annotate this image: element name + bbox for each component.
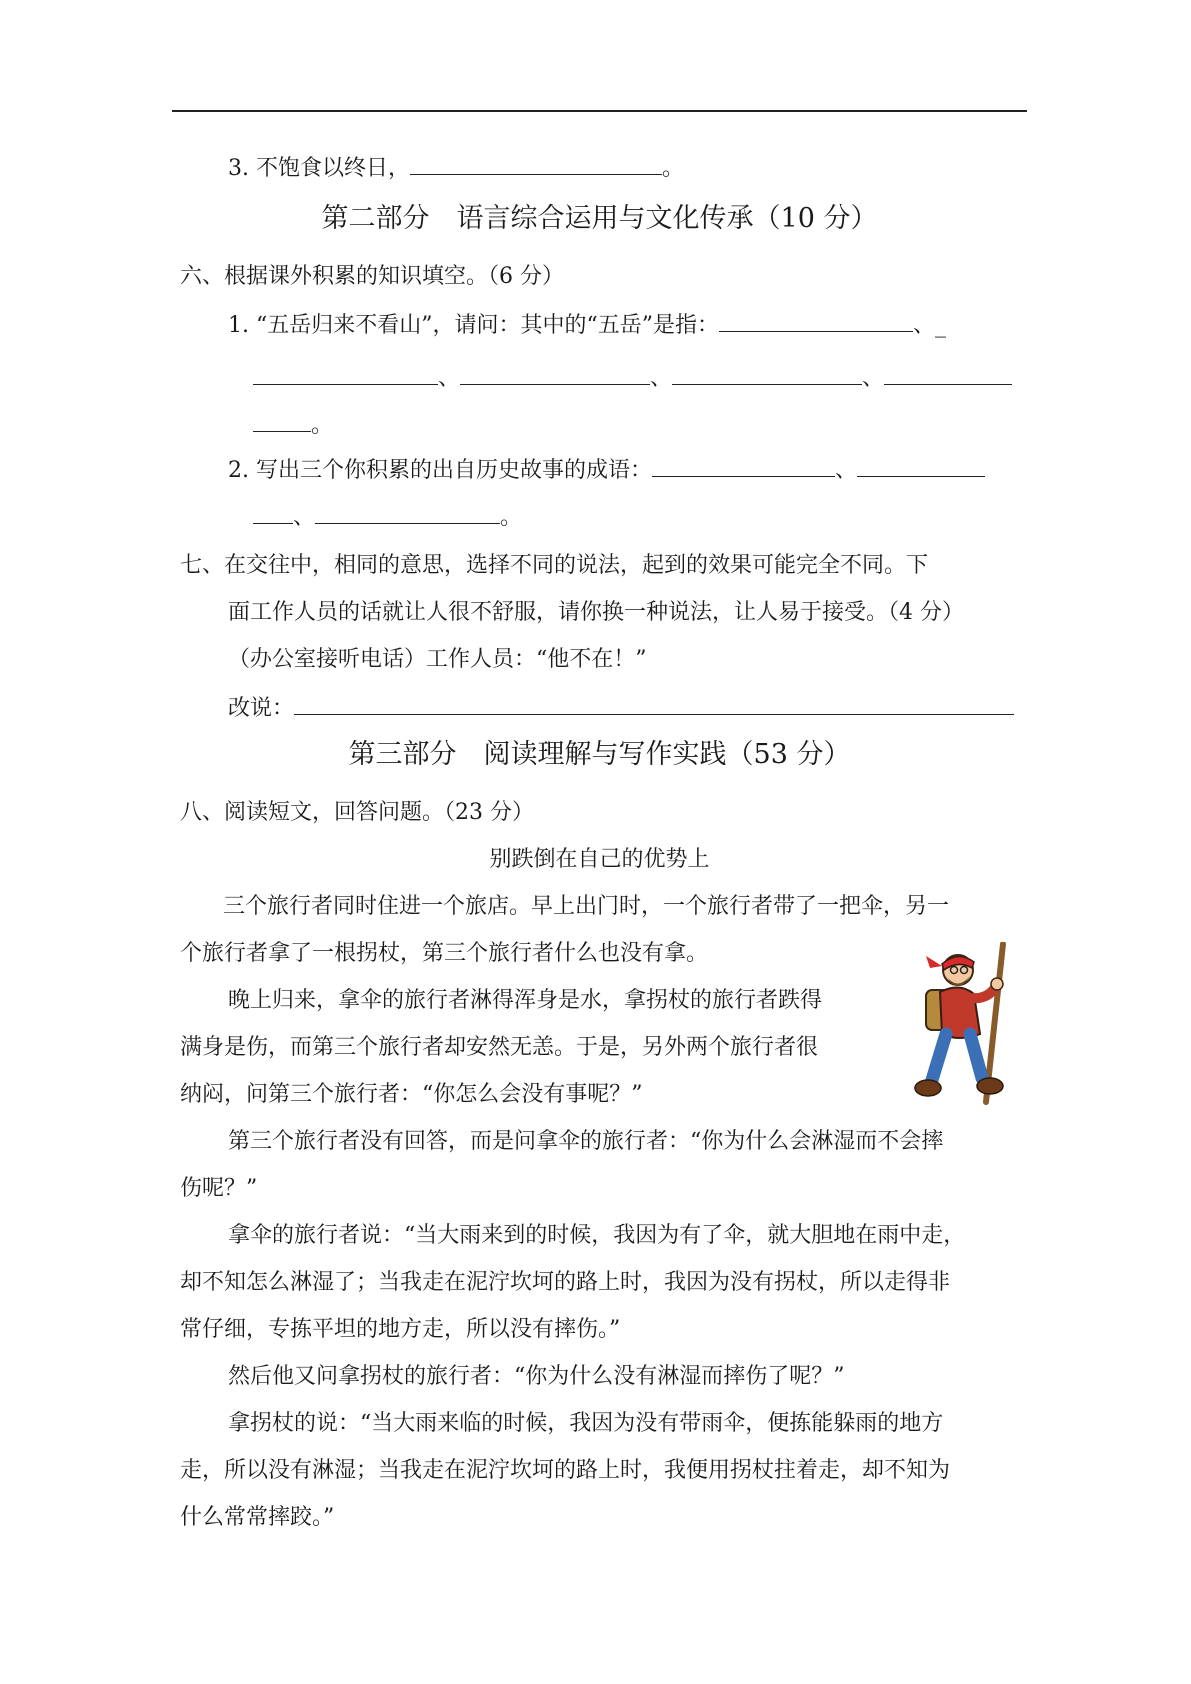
part2-title: 第二部分 语言综合运用与文化传承（10 分）: [321, 203, 878, 234]
q6-item1-blank-5-cont[interactable]: [253, 409, 311, 432]
q6-item1-blank-3[interactable]: [460, 362, 650, 385]
q6-item2-blank-3[interactable]: [315, 501, 500, 524]
hiker-with-walking-stick-icon: [908, 942, 1018, 1107]
q8-heading: 八、阅读短文，回答问题。（23 分）: [180, 800, 534, 825]
passage-line: 却不知怎么淋湿了；当我走在泥泞坎坷的路上时，我因为没有拐杖，所以走得非: [180, 1270, 951, 1295]
passage-line: 然后他又问拿拐杖的旅行者：“你为什么没有淋湿而摔伤了呢？”: [228, 1364, 845, 1389]
passage-line: 三个旅行者同时住进一个旅店。早上出门时，一个旅行者带了一把伞，另一: [223, 894, 950, 919]
part3-title: 第三部分 阅读理解与写作实践（53 分）: [348, 739, 851, 770]
q6-item2-blank-2[interactable]: [857, 454, 985, 477]
q5-item3-blank[interactable]: [410, 152, 662, 175]
q7-answer: 改说：: [228, 692, 1014, 724]
q6-item1-blank-4[interactable]: [672, 362, 862, 385]
passage-line: 晚上归来，拿伞的旅行者淋得浑身是水，拿拐杖的旅行者跌得: [228, 988, 823, 1013]
passage-line: 常仔细，专拣平坦的地方走，所以没有摔伤。”: [180, 1317, 621, 1342]
passage-line: 走，所以没有淋湿；当我走在泥泞坎坷的路上时，我便用拐杖拄着走，却不知为: [180, 1458, 951, 1483]
q7-line-2: 面工作人员的话就让人很不舒服，请你换一种说法，让人易于接受。（4 分）: [228, 600, 964, 625]
q6-item2-blank-1[interactable]: [652, 454, 835, 477]
passage-line: 满身是伤，而第三个旅行者却安然无恙。于是，另外两个旅行者很: [180, 1035, 819, 1060]
passage-line: 拿拐杖的说：“当大雨来临的时候，我因为没有带雨伞，便拣能躲雨的地方: [228, 1411, 944, 1436]
q7-answer-blank[interactable]: [294, 692, 1014, 715]
passage-line: 拿伞的旅行者说：“当大雨来到的时候，我因为有了伞，就大胆地在雨中走，: [228, 1223, 966, 1248]
q6-item2-cont: 、 。: [253, 501, 522, 533]
q6-item1-blank-1[interactable]: [719, 309, 913, 332]
passage-line: 纳闷，问第三个旅行者：“你怎么会没有事呢？”: [180, 1082, 643, 1107]
q6-item1-blank-5[interactable]: [884, 362, 1012, 385]
q6-item1-end: 。: [253, 409, 333, 441]
q6-heading: 六、根据课外积累的知识填空。（6 分）: [180, 264, 564, 289]
passage-line: 伤呢？”: [180, 1176, 258, 1201]
q7-line-1: 七、在交往中，相同的意思，选择不同的说法，起到的效果可能完全不同。下: [180, 553, 929, 578]
q6-item1: 1. “五岳归来不看山”，请问：其中的“五岳”是指： 、_: [228, 309, 946, 341]
q7-line-3: （办公室接听电话）工作人员：“他不在！”: [228, 647, 647, 672]
q5-item3: 3. 不饱食以终日， 。: [228, 152, 684, 184]
q6-item2: 2. 写出三个你积累的出自历史故事的成语： 、: [228, 454, 985, 486]
passage-line: 个旅行者拿了一根拐杖，第三个旅行者什么也没有拿。: [180, 941, 709, 966]
header-rule: [172, 110, 1027, 112]
passage-title: 别跌倒在自己的优势上: [489, 847, 710, 872]
q6-item2-blank-2-cont[interactable]: [253, 501, 293, 524]
passage-line: 什么常常摔跤。”: [180, 1505, 335, 1530]
q6-item1-blank-2[interactable]: [253, 362, 438, 385]
q6-item1-cont: 、 、 、: [253, 362, 1012, 394]
passage-line: 第三个旅行者没有回答，而是问拿伞的旅行者：“你为什么会淋湿而不会摔: [228, 1129, 944, 1154]
